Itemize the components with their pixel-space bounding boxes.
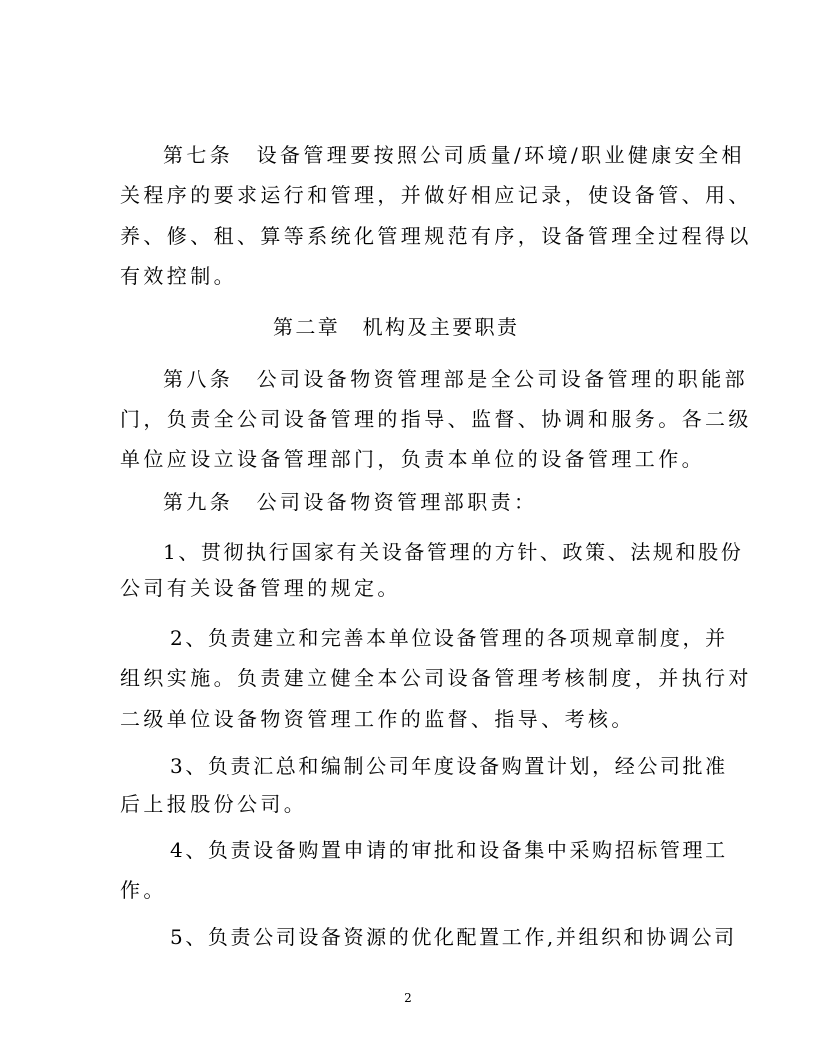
item-2-line-3: 二级单位设备物资管理工作的监督、指导、考核。	[120, 707, 635, 731]
article-8-line-3: 单位应设立设备管理部门，负责本单位的设备管理工作。	[120, 447, 705, 471]
article-8-line-2: 门，负责全公司设备管理的指导、监督、协调和服务。各二级	[120, 407, 752, 431]
item-5-line-1: 5、负责公司设备资源的优化配置工作,并组织和协调公司	[170, 925, 737, 949]
article-7-line-1: 第七条 设备管理要按照公司质量/环境/职业健康安全相	[163, 143, 745, 167]
article-8-line-1: 第八条 公司设备物资管理部是全公司设备管理的职能部	[163, 367, 748, 391]
article-7-line-2: 关程序的要求运行和管理，并做好相应记录，使设备管、用、	[120, 183, 752, 207]
item-1-line-2: 公司有关设备管理的规定。	[120, 576, 401, 600]
article-7-line-4: 有效控制。	[120, 264, 237, 288]
page-number: 2	[404, 991, 412, 1005]
item-4-line-2: 作。	[120, 878, 167, 902]
item-3-line-1: 3、负责汇总和编制公司年度设备购置计划，经公司批准	[170, 754, 728, 778]
article-7-line-3: 养、修、租、算等系统化管理规范有序，设备管理全过程得以	[120, 224, 752, 248]
item-3-line-2: 后上报股份公司。	[120, 792, 308, 816]
item-1-line-1: 1、贯彻执行国家有关设备管理的方针、政策、法规和股份	[163, 540, 744, 564]
item-2-line-1: 2、负责建立和完善本单位设备管理的各项规章制度，并	[170, 626, 728, 650]
chapter-heading: 第二章 机构及主要职责	[273, 315, 520, 339]
article-9-title: 第九条 公司设备物资管理部职责：	[163, 490, 538, 514]
item-2-line-2: 组织实施。负责建立健全本公司设备管理考核制度，并执行对	[120, 666, 752, 690]
item-4-line-1: 4、负责设备购置申请的审批和设备集中采购招标管理工	[170, 838, 728, 862]
